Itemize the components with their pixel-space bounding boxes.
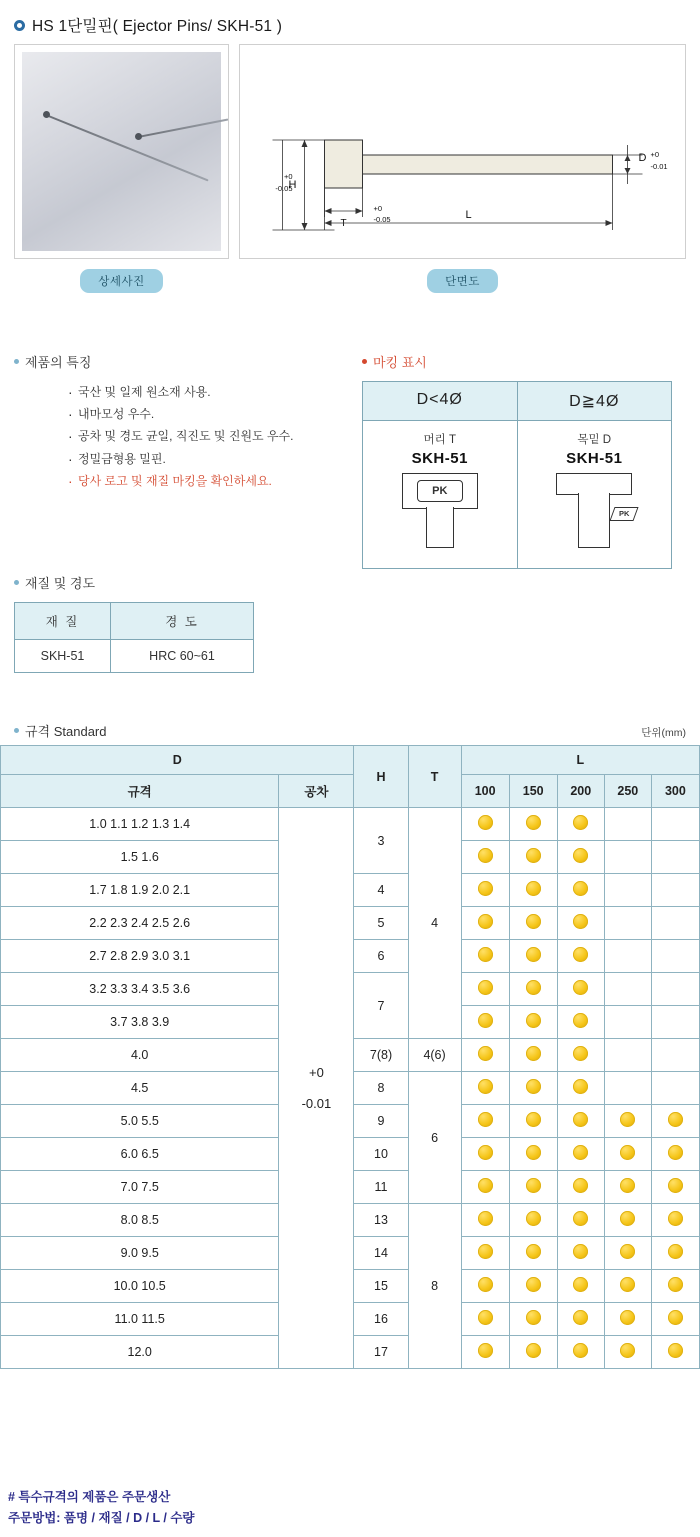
cell-d-spec: 2.2 2.3 2.4 2.5 2.6 (1, 907, 279, 940)
cell-l-300 (651, 1138, 699, 1171)
material-header-cell: 경 도 (111, 603, 254, 640)
cell-t: 4(6) (408, 1039, 461, 1072)
availability-dot-icon (668, 1145, 683, 1160)
cell-l-150 (509, 1138, 557, 1171)
cell-l-200 (557, 1336, 604, 1369)
standard-table-wrap (0, 745, 700, 1369)
cell-l-200 (557, 1303, 604, 1336)
cell-l-300 (651, 874, 699, 907)
cell-l-300 (651, 1072, 699, 1105)
pk-diamond-badge (612, 507, 636, 521)
cell-h: 11 (354, 1171, 408, 1204)
availability-dot-icon (573, 848, 588, 863)
cell-l-100 (461, 907, 509, 940)
availability-dot-icon (478, 1145, 493, 1160)
cell-l-300 (651, 1204, 699, 1237)
availability-dot-icon (478, 1310, 493, 1325)
cell-h: 8 (354, 1072, 408, 1105)
cell-h: 13 (354, 1204, 408, 1237)
header-l-200: 200 (557, 775, 604, 808)
availability-dot-icon (573, 947, 588, 962)
availability-dot-icon (526, 980, 541, 995)
availability-dot-icon (526, 1310, 541, 1325)
cell-l-100 (461, 1204, 509, 1237)
svg-text:+0: +0 (373, 204, 383, 213)
standard-heading (14, 721, 107, 740)
table-subheader-row (1, 775, 700, 808)
cell-l-150 (509, 1171, 557, 1204)
cell-l-200 (557, 1039, 604, 1072)
cell-l-200 (557, 940, 604, 973)
pin-head-shape (556, 473, 632, 495)
availability-dot-icon (478, 1211, 493, 1226)
cell-h: 5 (354, 907, 408, 940)
header-d-tolerance: 공차 (279, 775, 354, 808)
availability-dot-icon (478, 1046, 493, 1061)
cell-l-200 (557, 1006, 604, 1039)
svg-text:-0.01: -0.01 (650, 162, 668, 171)
availability-dot-icon (573, 1310, 588, 1325)
cell-l-250 (604, 1006, 651, 1039)
header-l-300: 300 (651, 775, 699, 808)
cell-d-spec: 1.0 1.1 1.2 1.3 1.4 (1, 808, 279, 841)
availability-dot-icon (620, 1343, 635, 1358)
cell-l-250 (604, 841, 651, 874)
cell-l-100 (461, 1006, 509, 1039)
cell-l-300 (651, 1303, 699, 1336)
cell-l-200 (557, 1171, 604, 1204)
cell-l-200 (557, 1105, 604, 1138)
cell-l-150 (509, 874, 557, 907)
svg-text:T: T (340, 218, 347, 229)
cell-l-100 (461, 874, 509, 907)
product-photo (14, 44, 229, 259)
availability-dot-icon (526, 1112, 541, 1127)
marking-pin-figure-large (519, 473, 671, 551)
availability-dot-icon (526, 1145, 541, 1160)
cell-l-150 (509, 1270, 557, 1303)
cell-l-250 (604, 1105, 651, 1138)
cell-l-300 (651, 1039, 699, 1072)
drawing-caption: 단면도 (427, 269, 498, 293)
marking-col1-body (363, 421, 518, 569)
cell-l-200 (557, 1237, 604, 1270)
cell-l-150 (509, 1105, 557, 1138)
header-l-250: 250 (604, 775, 651, 808)
cell-l-100 (461, 1171, 509, 1204)
availability-dot-icon (526, 1079, 541, 1094)
list-item: · 정밀금형용 밀핀. (68, 448, 344, 470)
cell-l-200 (557, 874, 604, 907)
cell-l-250 (604, 1171, 651, 1204)
header-h: H (354, 746, 408, 808)
cell-l-300 (651, 841, 699, 874)
drawing-svg (240, 45, 685, 260)
cell-l-250 (604, 1138, 651, 1171)
cell-l-250 (604, 1072, 651, 1105)
pk-diamond-label: PK (619, 509, 630, 518)
cell-d-spec: 2.7 2.8 2.9 3.0 3.1 (1, 940, 279, 973)
material-value-cell: HRC 60~61 (111, 640, 254, 673)
cell-l-250 (604, 907, 651, 940)
availability-dot-icon (526, 848, 541, 863)
table-header-row (1, 746, 700, 775)
cell-h: 4 (354, 874, 408, 907)
cell-l-250 (604, 940, 651, 973)
cell-l-100 (461, 1336, 509, 1369)
availability-dot-icon (526, 1343, 541, 1358)
availability-dot-icon (478, 815, 493, 830)
material-heading (14, 573, 274, 592)
table-row (1, 808, 700, 841)
bullet-dot-icon (362, 359, 367, 364)
availability-dot-icon (620, 1178, 635, 1193)
availability-dot-icon (478, 881, 493, 896)
svg-text:+0: +0 (283, 172, 293, 181)
availability-dot-icon (573, 914, 588, 929)
pin-head-shape (402, 473, 478, 509)
top-image-row (0, 44, 700, 259)
cell-l-300 (651, 808, 699, 841)
availability-dot-icon (526, 947, 541, 962)
availability-dot-icon (573, 881, 588, 896)
cell-d-spec: 3.7 3.8 3.9 (1, 1006, 279, 1039)
availability-dot-icon (620, 1145, 635, 1160)
marking-table (362, 381, 672, 569)
availability-dot-icon (478, 947, 493, 962)
cell-l-250 (604, 973, 651, 1006)
cell-l-250 (604, 874, 651, 907)
header-l: L (461, 746, 699, 775)
cell-l-300 (651, 1006, 699, 1039)
cell-l-300 (651, 1270, 699, 1303)
header-l-150: 150 (509, 775, 557, 808)
availability-dot-icon (668, 1244, 683, 1259)
cell-h: 7 (354, 973, 408, 1039)
availability-dot-icon (478, 1013, 493, 1028)
availability-dot-icon (526, 1211, 541, 1226)
svg-text:-0.05: -0.05 (275, 184, 293, 193)
availability-dot-icon (573, 1145, 588, 1160)
cell-l-150 (509, 1039, 557, 1072)
cell-l-150 (509, 1006, 557, 1039)
standard-table (0, 745, 700, 1369)
svg-text:H: H (288, 179, 297, 191)
features-heading (14, 352, 344, 371)
cell-l-250 (604, 1039, 651, 1072)
availability-dot-icon (526, 1277, 541, 1292)
section-drawing (239, 44, 686, 259)
features-list (28, 381, 344, 492)
cell-l-100 (461, 841, 509, 874)
cell-d-spec: 8.0 8.5 (1, 1204, 279, 1237)
pin-image-1 (46, 114, 209, 181)
features-heading-text: 제품의 특징 (25, 355, 92, 370)
cell-d-spec: 12.0 (1, 1336, 279, 1369)
cell-h: 16 (354, 1303, 408, 1336)
table-row (15, 640, 254, 673)
caption-row (0, 259, 700, 293)
marking-pin-figure-small (364, 473, 516, 551)
availability-dot-icon (573, 1178, 588, 1193)
pin-image-2 (138, 118, 229, 138)
availability-dot-icon (478, 914, 493, 929)
availability-dot-icon (526, 881, 541, 896)
cell-l-100 (461, 1138, 509, 1171)
cell-h: 6 (354, 940, 408, 973)
cell-d-spec: 7.0 7.5 (1, 1171, 279, 1204)
standard-table-body (1, 808, 700, 1369)
cell-l-150 (509, 973, 557, 1006)
availability-dot-icon (526, 1046, 541, 1061)
cell-l-300 (651, 940, 699, 973)
cell-l-300 (651, 1336, 699, 1369)
cell-l-150 (509, 1072, 557, 1105)
cell-l-100 (461, 1039, 509, 1072)
cell-l-300 (651, 973, 699, 1006)
cell-t: 8 (408, 1204, 461, 1369)
cell-h: 14 (354, 1237, 408, 1270)
marking-col1-header: D<4Ø (363, 382, 518, 421)
header-d: D (1, 746, 354, 775)
pin-shaft-shape (578, 493, 610, 548)
availability-dot-icon (478, 1277, 493, 1292)
cell-l-200 (557, 973, 604, 1006)
marking-section (362, 352, 682, 569)
availability-dot-icon (573, 1112, 588, 1127)
cell-d-spec: 11.0 11.5 (1, 1303, 279, 1336)
availability-dot-icon (526, 815, 541, 830)
page-title (0, 0, 700, 44)
availability-dot-icon (526, 1013, 541, 1028)
standard-heading-row (14, 721, 686, 740)
svg-text:L: L (465, 209, 472, 221)
note-line-2: 주문방법: 품명 / 재질 / D / L / 수량 (8, 1510, 195, 1525)
cell-l-150 (509, 907, 557, 940)
cell-l-200 (557, 907, 604, 940)
cell-d-spec: 4.5 (1, 1072, 279, 1105)
cell-l-150 (509, 1237, 557, 1270)
svg-text:+0: +0 (650, 150, 660, 159)
availability-dot-icon (668, 1277, 683, 1292)
cell-l-250 (604, 1303, 651, 1336)
header-d-spec: 규격 (1, 775, 279, 808)
availability-dot-icon (573, 815, 588, 830)
cell-l-100 (461, 808, 509, 841)
cell-l-200 (557, 1138, 604, 1171)
availability-dot-icon (573, 1244, 588, 1259)
cell-t: 6 (408, 1072, 461, 1204)
svg-text:D: D (638, 152, 647, 164)
cell-l-100 (461, 1237, 509, 1270)
cell-l-100 (461, 1072, 509, 1105)
bullet-dot-icon (14, 580, 19, 585)
availability-dot-icon (526, 1178, 541, 1193)
cell-t: 4 (408, 808, 461, 1039)
cell-h: 7(8) (354, 1039, 408, 1072)
cell-h: 9 (354, 1105, 408, 1138)
marking-heading (362, 352, 682, 371)
cell-l-250 (604, 1204, 651, 1237)
cell-l-200 (557, 808, 604, 841)
cell-d-spec: 3.2 3.3 3.4 3.5 3.6 (1, 973, 279, 1006)
cell-l-250 (604, 1270, 651, 1303)
cell-l-300 (651, 1237, 699, 1270)
marking-col2-body (517, 421, 672, 569)
marking-col2-label: 목밑 D (577, 434, 612, 446)
svg-text:-0.05: -0.05 (373, 215, 391, 224)
photo-background (22, 52, 221, 251)
list-item: · 공차 및 경도 균일, 직진도 및 진원도 우수. (68, 425, 344, 447)
pin-head-1 (43, 111, 50, 118)
unit-label: 단위(mm) (641, 727, 686, 739)
availability-dot-icon (478, 1079, 493, 1094)
availability-dot-icon (573, 1277, 588, 1292)
cell-h: 10 (354, 1138, 408, 1171)
header-l-100: 100 (461, 775, 509, 808)
cell-l-150 (509, 808, 557, 841)
marking-col1-label: 머리 T (423, 434, 456, 446)
cell-l-300 (651, 1171, 699, 1204)
cell-d-spec: 5.0 5.5 (1, 1105, 279, 1138)
cell-l-100 (461, 1303, 509, 1336)
note-line-1: # 특수규격의 제품은 주문생산 (8, 1490, 171, 1504)
availability-dot-icon (668, 1310, 683, 1325)
availability-dot-icon (573, 1013, 588, 1028)
cell-h: 17 (354, 1336, 408, 1369)
cell-d-spec: 1.5 1.6 (1, 841, 279, 874)
list-item: · 국산 및 일제 원소재 사용. (68, 381, 344, 403)
availability-dot-icon (526, 914, 541, 929)
availability-dot-icon (620, 1112, 635, 1127)
availability-dot-icon (668, 1112, 683, 1127)
cell-d-spec: 6.0 6.5 (1, 1138, 279, 1171)
material-table (14, 602, 254, 673)
pk-badge: PK (417, 480, 463, 502)
material-section (14, 573, 274, 673)
availability-dot-icon (573, 1079, 588, 1094)
list-item: · 당사 로고 및 재질 마킹을 확인하세요. (68, 470, 344, 492)
pin-shaft-shape (426, 507, 454, 548)
cell-l-250 (604, 1336, 651, 1369)
cell-d-tolerance: +0 -0.01 (279, 808, 354, 1369)
cell-l-100 (461, 940, 509, 973)
material-header-cell: 재 질 (15, 603, 111, 640)
availability-dot-icon (573, 980, 588, 995)
cell-l-300 (651, 907, 699, 940)
pin-head-2 (135, 133, 142, 140)
availability-dot-icon (668, 1211, 683, 1226)
cell-l-300 (651, 1105, 699, 1138)
cell-d-spec: 4.0 (1, 1039, 279, 1072)
material-heading-text: 재질 및 경도 (25, 576, 96, 591)
marking-col1-brand: SKH-51 (411, 450, 468, 467)
cell-l-200 (557, 1270, 604, 1303)
cell-l-150 (509, 1303, 557, 1336)
availability-dot-icon (620, 1244, 635, 1259)
cell-l-100 (461, 973, 509, 1006)
list-item: · 내마모성 우수. (68, 403, 344, 425)
material-value-cell: SKH-51 (15, 640, 111, 673)
availability-dot-icon (478, 1178, 493, 1193)
availability-dot-icon (573, 1343, 588, 1358)
availability-dot-icon (573, 1211, 588, 1226)
availability-dot-icon (620, 1310, 635, 1325)
cell-h: 15 (354, 1270, 408, 1303)
bullet-dot-icon (14, 728, 19, 733)
photo-caption: 상세사진 (80, 269, 162, 293)
ring-bullet-icon (14, 20, 25, 31)
cell-l-150 (509, 841, 557, 874)
availability-dot-icon (668, 1343, 683, 1358)
cell-d-spec: 1.7 1.8 1.9 2.0 2.1 (1, 874, 279, 907)
cell-d-spec: 9.0 9.5 (1, 1237, 279, 1270)
availability-dot-icon (478, 1343, 493, 1358)
bullet-dot-icon (14, 359, 19, 364)
standard-heading-text: 규격 Standard (25, 724, 107, 739)
header-t: T (408, 746, 461, 808)
cell-l-250 (604, 1237, 651, 1270)
cell-h: 3 (354, 808, 408, 874)
availability-dot-icon (478, 980, 493, 995)
cell-l-200 (557, 1072, 604, 1105)
cell-l-250 (604, 808, 651, 841)
page-title-text: HS 1단밀핀( Ejector Pins/ SKH-51 ) (32, 18, 283, 35)
cell-l-150 (509, 1336, 557, 1369)
availability-dot-icon (668, 1178, 683, 1193)
availability-dot-icon (478, 848, 493, 863)
marking-col2-header: D≧4Ø (517, 382, 672, 421)
marking-heading-text: 마킹 표시 (373, 355, 427, 370)
cell-l-150 (509, 940, 557, 973)
cell-l-200 (557, 841, 604, 874)
cell-l-100 (461, 1105, 509, 1138)
cell-d-spec: 10.0 10.5 (1, 1270, 279, 1303)
cell-l-200 (557, 1204, 604, 1237)
footer-notes (8, 1487, 195, 1528)
features-section (14, 352, 344, 492)
availability-dot-icon (478, 1112, 493, 1127)
cell-l-100 (461, 1270, 509, 1303)
availability-dot-icon (620, 1277, 635, 1292)
availability-dot-icon (573, 1046, 588, 1061)
cell-l-150 (509, 1204, 557, 1237)
availability-dot-icon (620, 1211, 635, 1226)
availability-dot-icon (526, 1244, 541, 1259)
availability-dot-icon (478, 1244, 493, 1259)
marking-col2-brand: SKH-51 (566, 450, 623, 467)
